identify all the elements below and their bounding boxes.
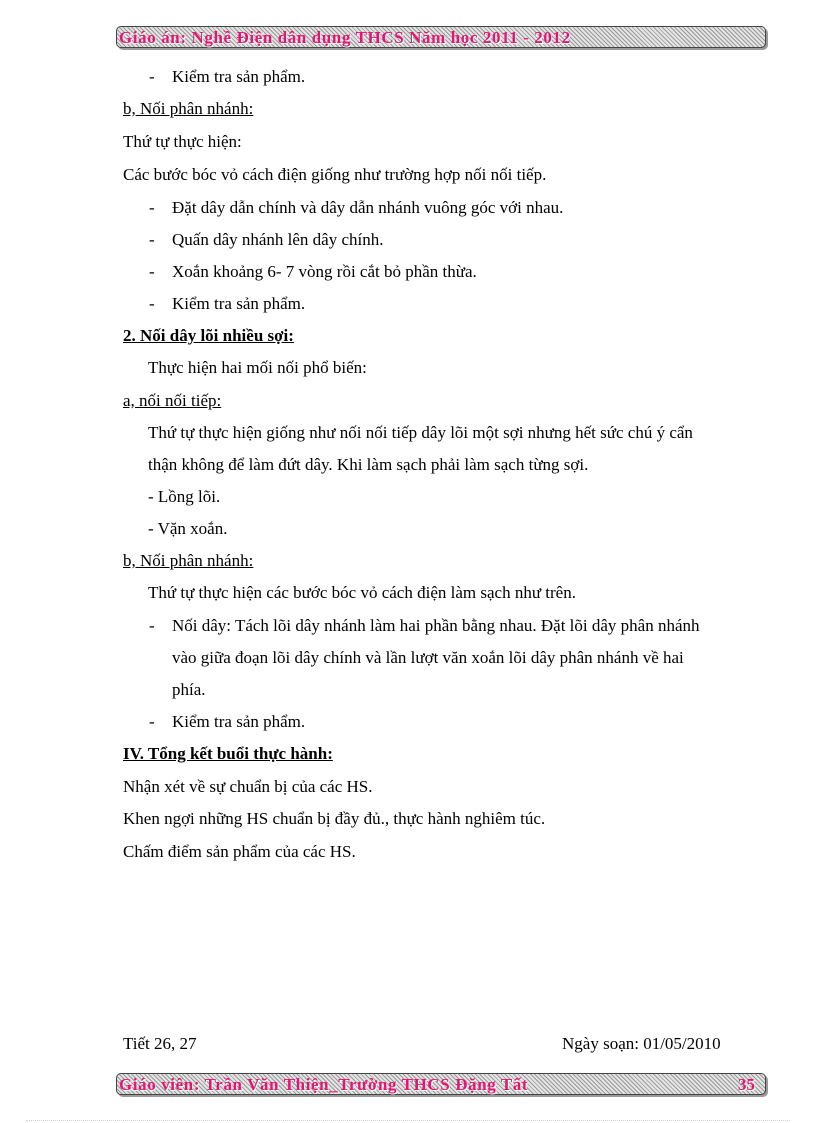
paragraph: Các bước bóc vỏ cách điện giống như trường hợp nối nối tiếp. xyxy=(123,165,547,184)
subheading: b, Nối phân nhánh: xyxy=(123,99,254,118)
paragraph: Thứ tự thực hiện giống như nối nối tiếp dây lõi một sợi nhưng hết sức chú ý cẩn xyxy=(148,423,693,442)
page-bottom-divider xyxy=(26,1120,790,1121)
header-title: Giáo án: Nghề Điện dân dụng THCS Năm học 2011 - 2012 xyxy=(119,28,571,47)
header-banner xyxy=(116,26,766,48)
footer-banner xyxy=(116,1073,766,1095)
bullet-dash: - xyxy=(149,67,155,86)
paragraph: Chấm điểm sản phẩm của các HS. xyxy=(123,842,356,861)
list-item: Nối dây: Tách lõi dây nhánh làm hai phần bằng nhau. Đặt lõi dây phân nhánh xyxy=(172,616,700,635)
bullet-dash: - xyxy=(149,294,155,313)
list-item-continuation: phía. xyxy=(172,680,206,699)
page-number: 35 xyxy=(738,1075,755,1094)
paragraph: Thứ tự thực hiện: xyxy=(123,132,242,151)
bullet-dash: - xyxy=(149,616,155,635)
footer-teacher: Giáo viên: Trần Văn Thiện_Trường THCS Đặng Tất xyxy=(119,1075,529,1094)
bullet-dash: - xyxy=(149,262,155,281)
list-item-continuation: vào giữa đoạn lõi dây chính và lần lượt văn xoắn lõi dây phân nhánh về hai xyxy=(172,648,684,667)
list-item: Kiểm tra sản phẩm. xyxy=(172,294,306,313)
bullet-dash: - xyxy=(149,198,155,217)
section-heading: 2. Nối dây lõi nhiều sợi: xyxy=(123,326,294,345)
paragraph: Khen ngợi những HS chuẩn bị đầy đủ., thực hành nghiêm túc. xyxy=(123,809,546,828)
subheading: b, Nối phân nhánh: xyxy=(123,551,254,570)
list-item: - Lồng lõi. xyxy=(148,487,221,506)
subheading: a, nối nối tiếp: xyxy=(123,391,222,410)
paragraph: Nhận xét về sự chuẩn bị của các HS. xyxy=(123,777,373,796)
list-item: Quấn dây nhánh lên dây chính. xyxy=(172,230,384,249)
bullet-dash: - xyxy=(149,230,155,249)
list-item: - Vặn xoắn. xyxy=(148,519,228,538)
paragraph: Thực hiện hai mối nối phổ biến: xyxy=(148,358,367,377)
list-item: Xoắn khoảng 6- 7 vòng rồi cắt bỏ phần thừa. xyxy=(172,262,477,281)
list-item: Đặt dây dẫn chính và dây dẫn nhánh vuông góc với nhau. xyxy=(172,198,564,217)
lesson-number: Tiết 26, 27 xyxy=(123,1034,197,1053)
paragraph: thận không để làm đứt dây. Khi làm sạch phải làm sạch từng sợi. xyxy=(148,455,589,474)
list-item: Kiểm tra sản phẩm. xyxy=(172,67,306,86)
bullet-dash: - xyxy=(149,712,155,731)
list-item: Kiểm tra sản phẩm. xyxy=(172,712,306,731)
prepared-date: Ngày soạn: 01/05/2010 xyxy=(562,1034,721,1053)
section-heading: IV. Tổng kết buổi thực hành: xyxy=(123,744,333,763)
paragraph: Thứ tự thực hiện các bước bóc vỏ cách điện làm sạch như trên. xyxy=(148,583,576,602)
